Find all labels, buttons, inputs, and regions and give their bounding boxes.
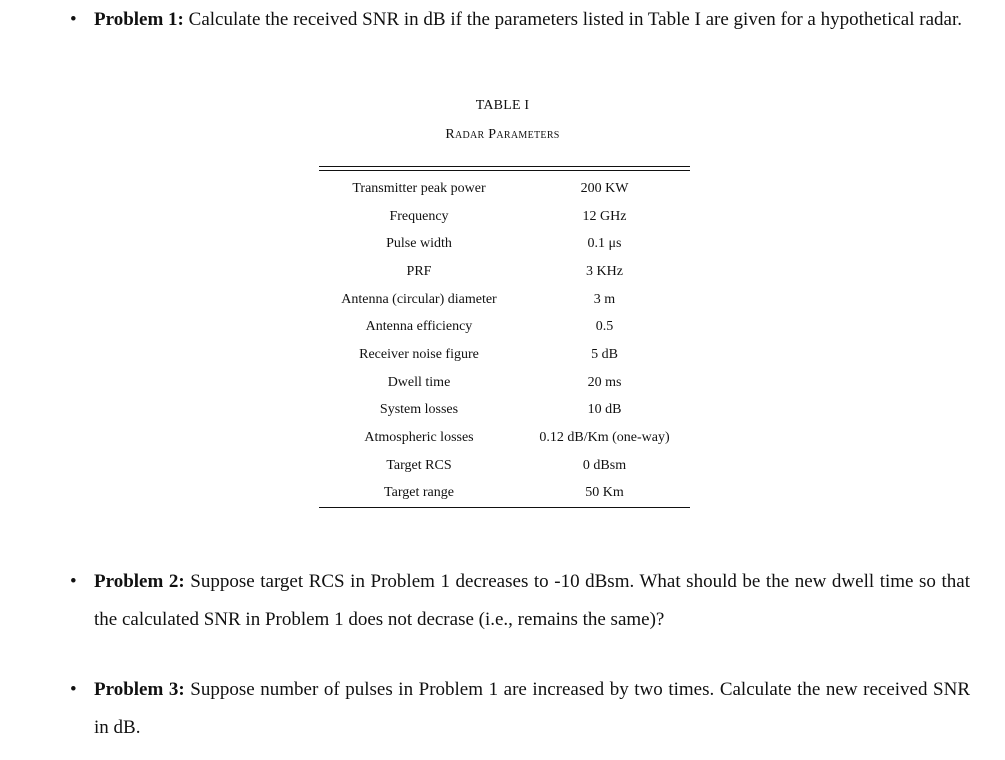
table-label: TABLE I [475, 98, 530, 113]
param-name: Antenna (circular) diameter [341, 291, 497, 307]
param-name: Antenna efficiency [365, 319, 473, 335]
param-value: 0.1 μs [587, 236, 622, 252]
problem-2-title: Problem 2: [94, 571, 185, 592]
radar-parameters-table [319, 166, 690, 508]
param-value: 50 Km [585, 485, 624, 501]
table-bottom-rule [319, 507, 690, 508]
param-value: 5 dB [591, 346, 618, 362]
problem-1-title: Problem 1: [94, 9, 184, 30]
bullet: • [70, 571, 77, 592]
parameters-table [319, 171, 690, 507]
table-row [319, 171, 690, 203]
param-name: Transmitter peak power [352, 180, 486, 196]
bullet: • [70, 9, 77, 30]
bullet: • [70, 679, 77, 700]
param-value: 10 dB [587, 402, 622, 418]
table-row [319, 424, 690, 452]
table-row [319, 369, 690, 397]
param-name: Receiver noise figure [359, 346, 479, 362]
param-name: PRF [406, 263, 432, 279]
table-row [319, 341, 690, 369]
param-value: 0 dBsm [582, 457, 627, 473]
problem-2-text [94, 563, 970, 639]
param-value: 200 KW [580, 180, 629, 196]
param-name: Atmospheric losses [364, 430, 474, 446]
param-value: 0.5 [595, 319, 614, 335]
param-name: Target RCS [386, 457, 452, 473]
param-value: 3 KHz [586, 263, 623, 279]
problem-3-title: Problem 3: [94, 679, 185, 700]
param-name: System losses [379, 402, 459, 418]
table-caption: Radar Parameters [445, 127, 560, 142]
problem-3 [70, 671, 970, 747]
table-row [319, 480, 690, 508]
table-row [319, 230, 690, 258]
param-value: 3 m [593, 291, 616, 307]
problem-1-text [94, 1, 970, 39]
param-value: 12 GHz [582, 208, 627, 224]
param-name: Frequency [389, 208, 449, 224]
table-row [319, 313, 690, 341]
table-row [319, 286, 690, 314]
table-row [319, 397, 690, 425]
table-row [319, 258, 690, 286]
param-value: 20 ms [587, 374, 622, 390]
problem-3-body: Suppose number of pulses in Problem 1 are increased by two times. Calculate the new received SNR in dB. [94, 679, 970, 738]
param-name: Dwell time [387, 374, 451, 390]
table-top-rule [319, 166, 690, 167]
problem-1-body: Calculate the received SNR in dB if the parameters listed in Table I are given for a hypothetical radar. [183, 9, 962, 30]
problem-2 [70, 563, 970, 639]
problem-2-body: Suppose target RCS in Problem 1 decreases to -10 dBsm. What should be the new dwell time so that the calculated SNR in Problem 1 does not decrase (i.e., remains the same)? [94, 571, 970, 630]
problem-3-text [94, 671, 970, 747]
param-name: Pulse width [386, 236, 452, 252]
param-name: Target range [384, 485, 454, 501]
table-row [319, 452, 690, 480]
table-row [319, 203, 690, 231]
param-value: 0.12 dB/Km (one-way) [539, 430, 670, 446]
problem-1 [70, 1, 970, 39]
